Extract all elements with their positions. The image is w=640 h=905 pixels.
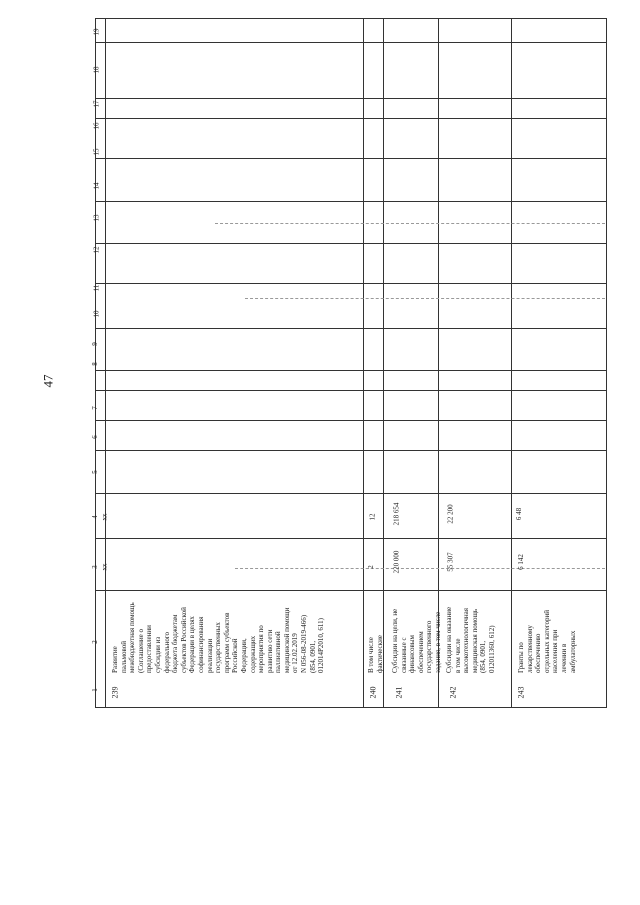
row-242-col3: 55 307 [446, 552, 455, 572]
row-code-241: 241 [394, 686, 404, 699]
row-242-name: Субсидии на оказание в том числе высокотехнологичная медицинская помощь (854, 0901, 012011360, 612) [445, 606, 496, 673]
header-mark-col3: хх [100, 563, 109, 571]
row-243-col3: 6 142 [516, 554, 525, 570]
row-243-col4: 6 48 [515, 507, 524, 521]
col-num-16: 16 [92, 122, 101, 130]
rotated-table [90, 18, 607, 708]
header-mark-col4: хх [100, 513, 109, 521]
col-num-2: 2 [90, 640, 99, 644]
row-241-col3: 220 000 [392, 550, 401, 574]
col-num-5: 5 [90, 470, 99, 474]
row-240-col4: 12 [368, 513, 377, 521]
row-241-col4: 218 654 [392, 502, 401, 526]
col-num-13: 13 [92, 214, 101, 222]
row-divider-241 [438, 18, 439, 708]
frame-top [95, 18, 607, 19]
row-243-name: Гранты по лекарственному обеспечению отдельных категорий населения при лечении в амбулаторных [517, 609, 577, 673]
col-num-17: 17 [92, 100, 101, 108]
col-num-9: 9 [90, 342, 99, 346]
row-code-243: 243 [516, 686, 526, 699]
col-num-10: 10 [92, 310, 101, 318]
col-num-8: 8 [90, 362, 99, 366]
col-num-1: 1 [90, 688, 99, 692]
col-line-1 [95, 42, 607, 43]
col-num-7: 7 [90, 406, 99, 410]
col-line-2 [95, 98, 607, 99]
frame-bottom [95, 707, 607, 708]
row-code-239: 239 [110, 686, 120, 699]
row-242-col4: 22 200 [446, 504, 455, 524]
col-num-11: 11 [92, 284, 101, 292]
col-num-4: 4 [90, 515, 99, 519]
header-divider [105, 18, 106, 708]
col-num-14: 14 [92, 182, 101, 190]
col-num-3: 3 [90, 565, 99, 569]
col-num-12: 12 [92, 246, 101, 254]
row-240-name: В том числе фактические [367, 635, 384, 673]
row-241-name: Субсидии на цели, не связанные с финансовым обеспечением государственного задания, в том числе [391, 608, 442, 673]
row-divider-242 [511, 18, 512, 708]
page-number: 47 [40, 374, 56, 388]
row-code-242: 242 [448, 686, 458, 699]
row-code-240: 240 [368, 686, 378, 699]
row-divider-239 [363, 18, 364, 708]
row-240-col3: 2 [366, 565, 375, 569]
col-num-18: 18 [92, 66, 101, 74]
col-num-15: 15 [92, 148, 101, 156]
col-num-6: 6 [90, 435, 99, 439]
row-divider-240 [383, 18, 384, 708]
col-num-19: 19 [92, 28, 101, 36]
row-239-name: Развитие пальмовой межбюджетная помощь (Соглашение о предоставлении субсидии из федерального бюджета бюджетам субъектов Российской Федерации в целях софинансирования реализации государственных программ субъектов Российской Федерации, содержащих мероприятия по развитию сети паллиативной медицинской помощи от 12.02.2019 N 056-08-2019-466) (854, 0901, 012014P2010, 611) [111, 602, 326, 673]
frame-right [606, 18, 607, 708]
